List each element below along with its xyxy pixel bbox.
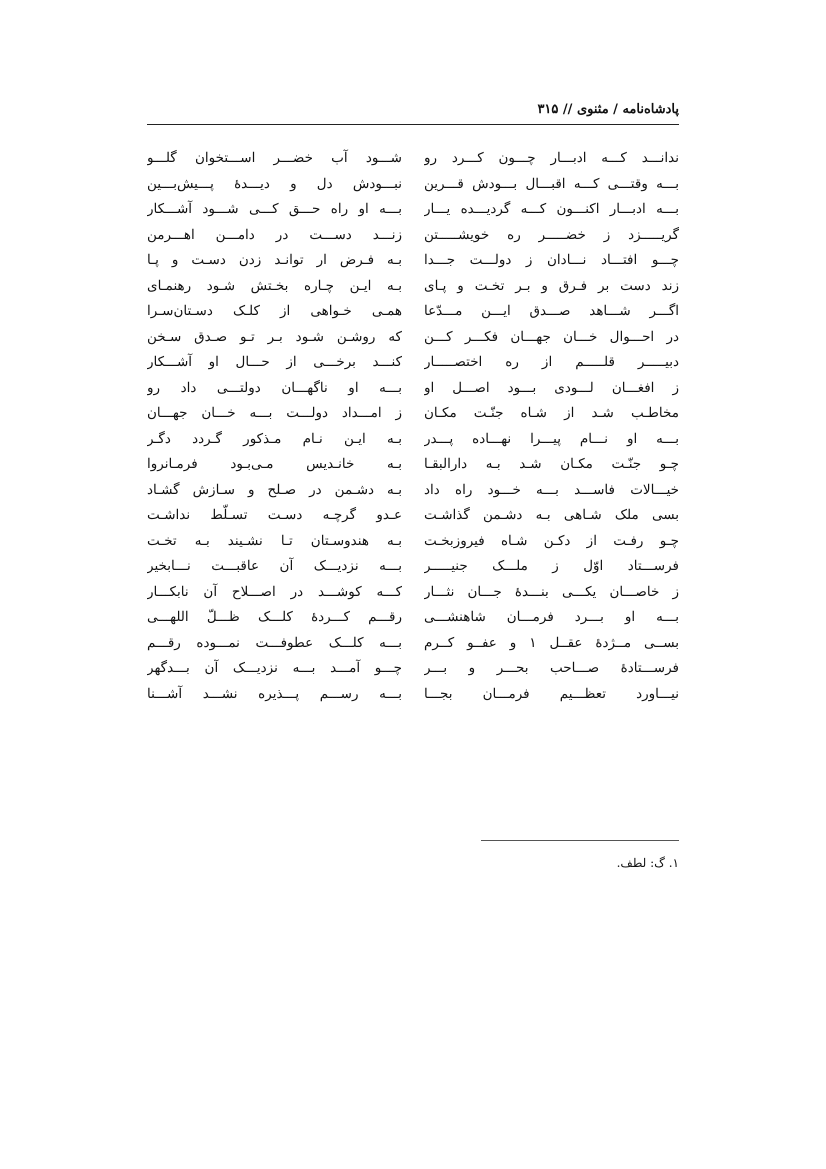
verse-line: مخاطـب شـد از شـاه جنّـت مکـان: [424, 405, 679, 421]
verse-line: دبیـــــر قلـــــم از ره اختصـــــار: [424, 354, 679, 370]
footnote: ۱. گ: لطف.: [616, 856, 679, 870]
verse-line: نیـــاورد تعظـــیم فرمـــان بجـــا: [424, 685, 679, 702]
verse-column-right: [424, 146, 679, 707]
verse-line: بـــه او بـــرد فرمـــان شاهنشـــی: [424, 609, 679, 625]
verse-line: نبـــودش دل و دیـــدهٔ پـــیش‌بـــین: [147, 175, 402, 192]
verse-line: فرســـتادهٔ صـــاحب بحـــر و بـــر: [424, 660, 679, 676]
verse-line: چـــو افتـــاد نـــادان ز دولـــت جـــدا: [424, 252, 679, 268]
verse-line: ز افغـــان لـــودی بـــود اصـــل او: [424, 379, 679, 396]
verse-line: چـو رفـت از دکـن شـاه فیروزبخـت: [424, 532, 679, 549]
verse-line: زند دست بر فـرق و بـر تخـت و پـای: [424, 277, 679, 294]
verse-column-left: [147, 146, 402, 707]
verse-columns: [147, 146, 679, 776]
verse-line: بـــه کلـــک عطوفـــت نمـــوده رقـــم: [147, 634, 402, 651]
verse-line: همـی خـواهی از کلـک دسـتان‌سـرا: [147, 303, 402, 319]
verse-line: بـه هندوسـتان تـا نشـیند بـه تخـت: [147, 532, 402, 549]
verse-line: بـــه او راه حـــق کـــی شـــود آشـــکار: [147, 201, 402, 217]
verse-line: بـه خانـدیس مـی‌بـود فرمـانروا: [147, 456, 402, 472]
verse-line: بـــه وقتـــی کـــه اقبـــال بـــودش قـــرین: [424, 175, 679, 192]
verse-line: در احـــوال خـــان جهـــان فکـــر کـــن: [424, 328, 679, 345]
verse-line: گریـــــزد ز خضـــــر ره خویشـــــتن: [424, 226, 679, 243]
verse-line: عـدو گرچـه دسـت تسـلّط نداشـت: [147, 507, 402, 523]
verse-line: ز خاصـــان یکـــی بنـــدهٔ جـــان نثـــار: [424, 583, 679, 600]
verse-line: ز امـــداد دولـــت بـــه خـــان جهـــان: [147, 405, 402, 421]
verse-line: بـــه ادبـــار اکنـــون کـــه گردیـــده یـــار: [424, 201, 679, 217]
verse-line: ندانـــد کـــه ادبـــار چـــون کـــرد رو: [424, 150, 679, 166]
verse-line: که روشـن شـود بـر تـو صـدق سـخن: [147, 328, 402, 345]
page-header: [147, 100, 679, 125]
verse-line: بـــه او ناگهـــان دولتـــی داد رو: [147, 379, 402, 396]
verse-line: خیـــالات فاســـد بـــه خـــود راه داد: [424, 481, 679, 498]
verse-line: اگـــر شـــاهد صـــدق ایـــن مـــدّعا: [424, 303, 679, 319]
verse-line: کنـــد برخـــی از حـــال او آشـــکار: [147, 354, 402, 370]
verse-line: بـــه نزدیـــک آن عاقبـــت نـــابخیر: [147, 558, 402, 574]
verse-line: چـــو آمـــد بـــه نزدیـــک آن بـــدگهر: [147, 660, 402, 676]
verse-line: شـــود آب خضـــر اســـتخوان گلـــو: [147, 150, 402, 166]
verse-line: بسی ملک شـاهی بـه دشـمن گذاشـت: [424, 507, 679, 523]
verse-line: بـــه او نـــام پیـــرا نهـــاده پـــدر: [424, 430, 679, 447]
verse-line: بـه ایـن چـاره بخـتش شـود رهنمـای: [147, 277, 402, 294]
verse-line: بـه ایـن نـام مـذکور گـردد دگـر: [147, 430, 402, 447]
verse-line: بـه دشـمن در صـلح و سـازش گشـاد: [147, 481, 402, 498]
verse-line: رقـــم کـــردهٔ کلـــک ظـــلّ اللهـــی: [147, 609, 402, 625]
running-title: پادشاه‌نامه / مثنوی // ۳۱۵: [537, 102, 679, 117]
verse-line: بـــه رســـم پـــذیره نشـــد آشـــنا: [147, 685, 402, 702]
verse-line: چـو جنّـت مکـان شـد بـه دارالبقـا: [424, 456, 679, 472]
verse-line: کـــه کوشـــد در اصـــلاح آن نابکـــار: [147, 583, 402, 600]
verse-line: بـه فـرض ار توانـد زدن دسـت و پـا: [147, 252, 402, 268]
verse-line: زنـــد دســـت در دامـــن اهـــرمن: [147, 226, 402, 243]
verse-line: فرســـتاد اوّل ز ملـــک جنیـــــر: [424, 558, 679, 574]
verse-line: بســی مــژدهٔ عقــل ۱ و عفــو کــرم: [424, 634, 679, 651]
footnote-divider: [481, 840, 679, 841]
